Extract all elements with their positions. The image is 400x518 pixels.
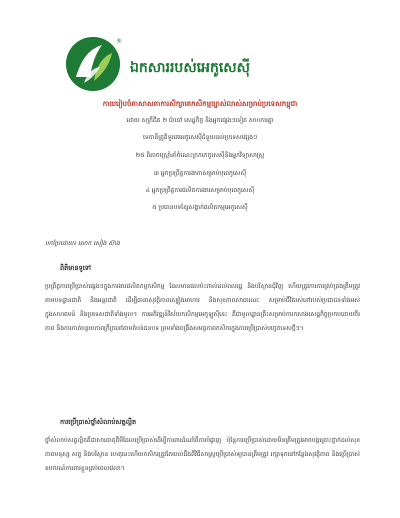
author-line: ដោយ សុក្រីជិត ២ ប៉ាបៅ សេដ្ឋកិច្ច និងអ្នកផ្សេងៗទៀត សហការគ្នា: [126, 117, 274, 124]
org-title: ឯកសាររបស់អេកូសេស៊ី: [130, 60, 250, 76]
section-heading: ការប្រើប្រាស់ថ្នាំសំលាប់សត្វល្អិត: [60, 418, 137, 426]
leaf-logo-icon: [66, 37, 120, 91]
document-subtitle: កាយរៀបចំគាសាសតាការសិក្សាគេកសិកម្មច្បាស់លាស់សម្រាប់ប្រទេសកម្ពុជា: [102, 100, 298, 108]
translator-line: បកប្រែដោយ៖ លោក សៀង ស៊ាង: [45, 240, 120, 247]
registered-mark: ®: [116, 38, 122, 45]
section-paragraph: ថ្នាំសំលាប់សត្វល្អិតគឺជាសារធាតុគីមីដែលប្រើប្រាស់ដើម្បីការពារដំណាំពីការបំផ្លាញ ប៉ុន្តែការប្រើប្រាស់ដោយមិនត្រឹមត្រូវអាចបង្កគ្រោះថ្នាក់ដល់សុខភាពមនុស្ស សត្វ និងបរិស្ថាន ហេតុនេះហើយកសិករត្រូវតែយល់ដឹងពីវិធីសាស្ត្រប្រើប្រាស់ឲ្យបានត្រឹមត្រូវ រក្សាទុកនៅកន្លែងសុវត្ថិភាព និងប្រើប្រាស់ឧបករណ៍ការពារខ្លួនគ្រប់ពេលវេលា។: [45, 437, 360, 472]
info-line: ៥ ប្រធានបទខ្សែសង្វាក់ផលិតកម្មអេកូសេស៊ី: [152, 204, 248, 211]
section-heading: ពិតិមានទូទៅ: [60, 264, 91, 272]
info-line: ៣ អ្នកប្រព្រឹត្តការងាកាសម្រាប់បុពេកូសេស៊ី: [153, 170, 247, 177]
info-line: ២៥ ពិតាចស្ត្រោំនាំចំណេះក្រកកេកូសេស៊ីនិងអ្នកវិទ្យាសាស្ត្រ: [135, 152, 265, 159]
info-line: ៤ អ្នកប្រព្រឹត្តការផលិតការងារសម្រាប់បុពេកូសេស៊ី: [145, 187, 255, 194]
section-paragraph: ប្រព្រឹត្តការប្រើប្រាស់ផ្សេងៗក្នុងការងារផលិតកម្មកសិកម្ម ដែលមានផលប៉ះពាល់ដល់ពលរដ្ឋ និងបរិស្ថានជុំវិញ ហើយត្រូវការការគ្រប់គ្រងត្រឹមត្រូវតាមបទដ្ឋានជាតិ និងអន្តរជាតិ ដើម្បីធានាសុវត្ថិភាពស្បៀងអាហារ និងសុខភាពសាធារណៈ សម្រាប់ជីវិតរស់នៅរបស់ប្រជាជនទាំងអស់ក្នុងសហគមន៍ និងប្រទេសជាតិទាំងមូល។ ការអភិវឌ្ឍន៍វិស័យកសិកម្មអេកូឡូស៊ីនេះ គឺជាមូលដ្ឋានគ្រឹះសម្រាប់ការកសាងសេដ្ឋកិច្ចប្រកបដោយចីរភាព និងការកាត់បន្ថយភាពក្រីក្រនៅតាមតំបន់ជនបទ ព្រមទាំងពង្រឹងសមត្ថភាពកសិករក្នុងការប្រើប្រាស់បច្ចេកទេសថ្មីៗ។: [45, 283, 360, 332]
info-line: ទេតានីត្រូតិទួរគេអេកូសេស៊ីជំនួយដល់ប្រទេសផ្សេងៗ: [142, 134, 258, 141]
logo: [66, 37, 120, 91]
